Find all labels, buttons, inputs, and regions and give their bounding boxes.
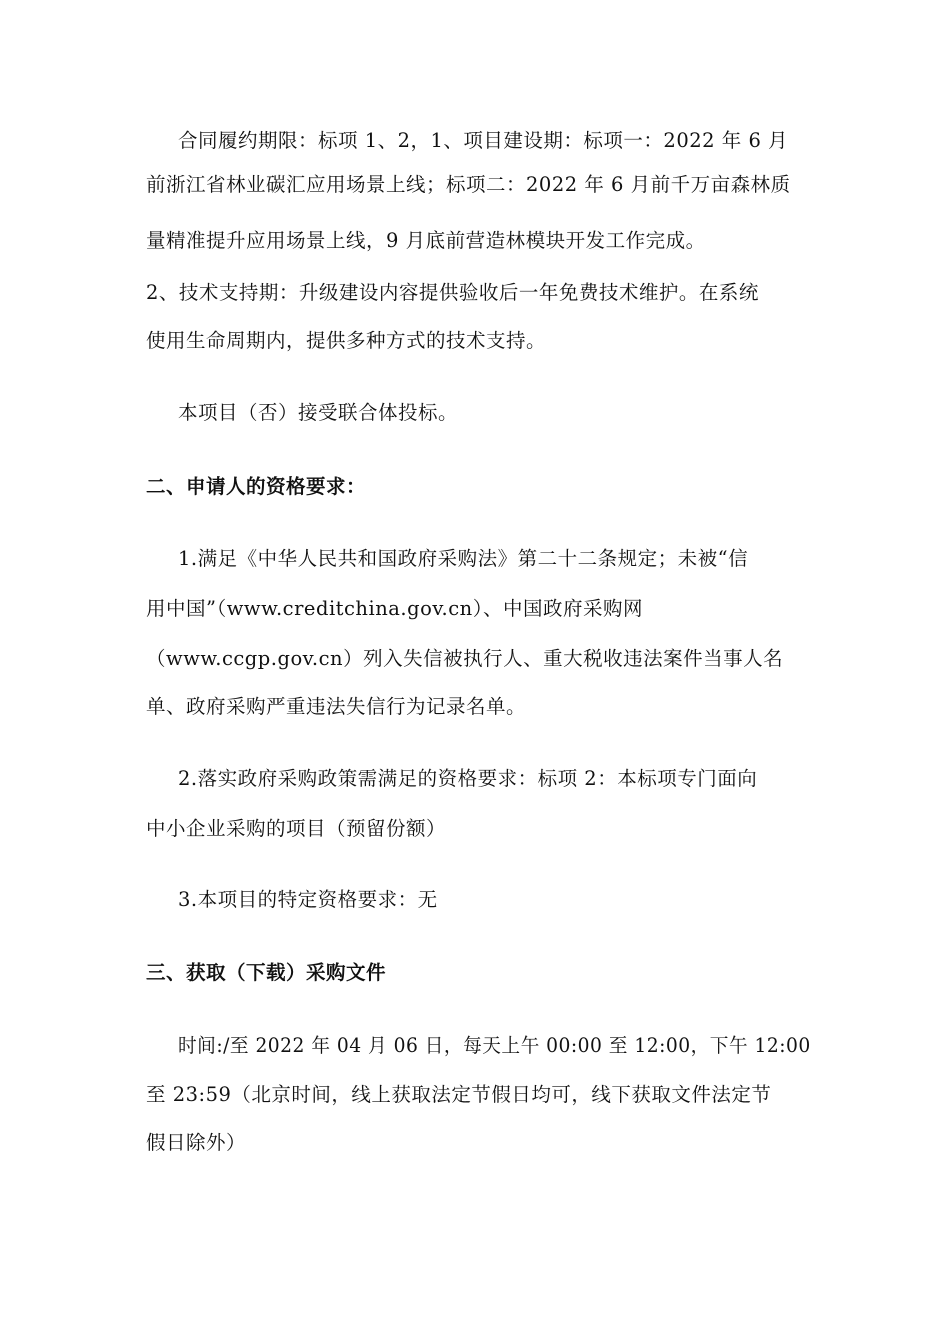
time-line-2: 至 23:59（北京时间，线上获取法定节假日均可，线下获取文件法定节 [146,1083,772,1106]
qualification-item1-line-3: （www.ccgp.gov.cn）列入失信被执行人、重大税收违法案件当事人名 [146,647,784,670]
qualification-item1-line-2: 用中国”（www.creditchina.gov.cn）、中国政府采购网 [146,597,643,620]
section2-heading: 二、申请人的资格要求： [146,475,367,498]
qualification-item1-line-4: 单、政府采购严重违法失信行为记录名单。 [146,695,527,718]
qualification-item3: 3.本项目的特定资格要求：无 [178,888,438,911]
contract-line-5: 使用生命周期内，提供多种方式的技术支持。 [146,329,547,352]
consortium-text: 本项目（否）接受联合体投标。 [178,401,459,424]
contract-line-3: 量精准提升应用场景上线，9 月底前营造林模块开发工作完成。 [146,229,706,252]
qualification-item2-line-2: 中小企业采购的项目（预留份额） [146,817,447,840]
contract-line-1: 合同履约期限：标项 1、2，1、项目建设期：标项一：2022 年 6 月 [178,129,789,152]
section3-heading: 三、获取（下载）采购文件 [146,961,387,984]
qualification-item2-line-1: 2.落实政府采购政策需满足的资格要求：标项 2：本标项专门面向 [178,767,758,790]
contract-line-4: 2、技术支持期：升级建设内容提供验收后一年免费技术维护。在系统 [146,281,759,304]
contract-line-2: 前浙江省林业碳汇应用场景上线；标项二：2022 年 6 月前千万亩森林质 [146,173,791,196]
time-line-3: 假日除外） [146,1131,247,1154]
time-line-1: 时间:/至 2022 年 04 月 06 日，每天上午 00:00 至 12:00，下午 12:00 [178,1034,811,1057]
qualification-item1-line-1: 1.满足《中华人民共和国政府采购法》第二十二条规定；未被“信 [178,547,749,570]
